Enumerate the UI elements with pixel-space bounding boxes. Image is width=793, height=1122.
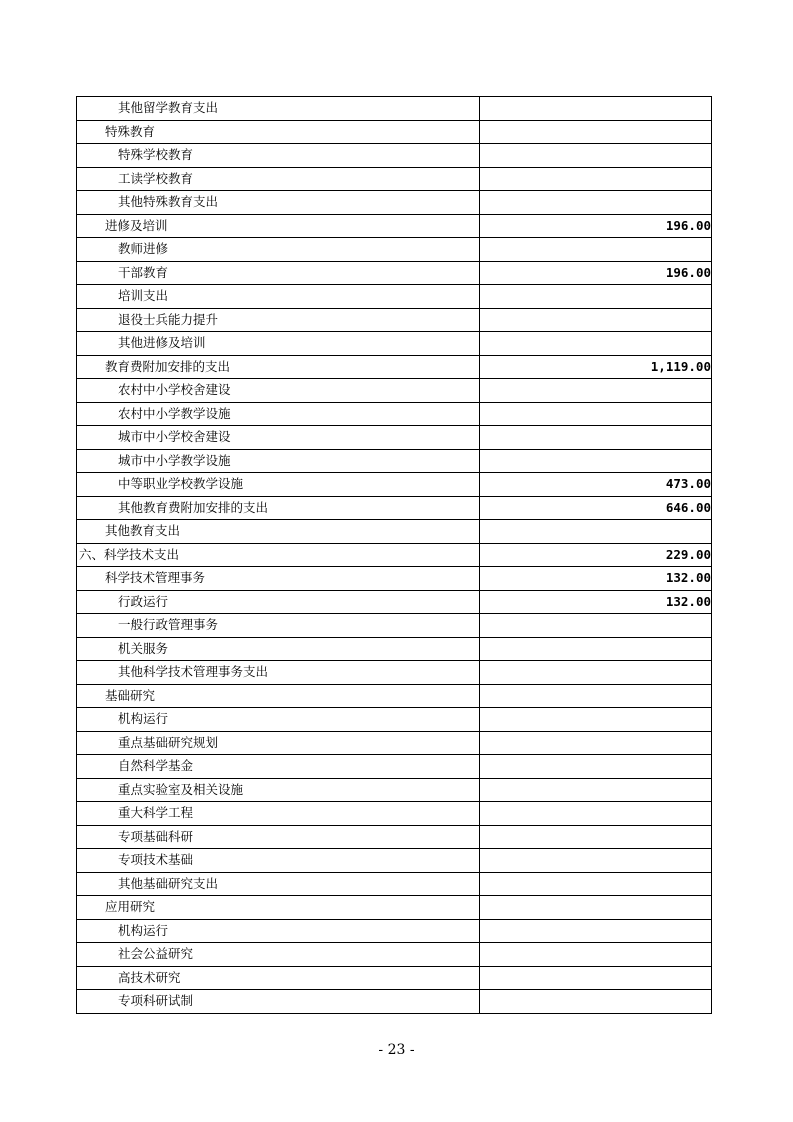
table-row xyxy=(77,308,712,332)
table-row xyxy=(77,238,712,262)
table-row xyxy=(77,379,712,403)
expense-item-amount xyxy=(480,943,712,967)
table-row xyxy=(77,614,712,638)
table-row xyxy=(77,919,712,943)
table-row xyxy=(77,144,712,168)
table-row xyxy=(77,355,712,379)
expense-item-amount: 196.00 xyxy=(480,214,712,238)
table-row xyxy=(77,567,712,591)
expense-item-amount xyxy=(480,285,712,309)
table-row xyxy=(77,402,712,426)
expense-item-amount xyxy=(480,144,712,168)
expense-item-amount xyxy=(480,97,712,121)
expense-item-amount xyxy=(480,449,712,473)
table-row xyxy=(77,661,712,685)
expense-item-amount xyxy=(480,379,712,403)
expense-item-name: 培训支出 xyxy=(77,285,480,309)
expense-item-name: 应用研究 xyxy=(77,896,480,920)
expense-item-name: 机关服务 xyxy=(77,637,480,661)
expense-item-amount xyxy=(480,778,712,802)
table-row xyxy=(77,426,712,450)
expense-item-name: 教师进修 xyxy=(77,238,480,262)
table-row xyxy=(77,543,712,567)
table-row xyxy=(77,872,712,896)
table-row xyxy=(77,990,712,1014)
expense-item-name: 教育费附加安排的支出 xyxy=(77,355,480,379)
expense-item-name: 城市中小学教学设施 xyxy=(77,449,480,473)
expense-item-amount xyxy=(480,872,712,896)
table-row xyxy=(77,802,712,826)
expense-item-amount: 132.00 xyxy=(480,567,712,591)
expense-item-amount xyxy=(480,637,712,661)
expense-item-name: 一般行政管理事务 xyxy=(77,614,480,638)
expense-item-name: 其他基础研究支出 xyxy=(77,872,480,896)
table-row xyxy=(77,943,712,967)
expense-item-name: 专项基础科研 xyxy=(77,825,480,849)
expense-item-name: 社会公益研究 xyxy=(77,943,480,967)
table-row xyxy=(77,285,712,309)
table-row xyxy=(77,708,712,732)
expense-item-name: 基础研究 xyxy=(77,684,480,708)
expense-item-name: 城市中小学校舍建设 xyxy=(77,426,480,450)
expense-item-amount: 229.00 xyxy=(480,543,712,567)
expense-item-name: 高技术研究 xyxy=(77,966,480,990)
table-row xyxy=(77,473,712,497)
expense-item-amount: 1,119.00 xyxy=(480,355,712,379)
expense-item-amount xyxy=(480,332,712,356)
expense-item-name: 进修及培训 xyxy=(77,214,480,238)
expense-item-name: 工读学校教育 xyxy=(77,167,480,191)
expense-item-name: 机构运行 xyxy=(77,919,480,943)
expense-item-name: 其他特殊教育支出 xyxy=(77,191,480,215)
expense-item-amount xyxy=(480,825,712,849)
expense-item-amount xyxy=(480,990,712,1014)
expense-item-amount xyxy=(480,191,712,215)
expense-item-name: 自然科学基金 xyxy=(77,755,480,779)
expense-item-amount xyxy=(480,919,712,943)
expense-item-amount xyxy=(480,308,712,332)
expense-item-amount: 646.00 xyxy=(480,496,712,520)
expense-item-name: 退役士兵能力提升 xyxy=(77,308,480,332)
expense-item-amount xyxy=(480,661,712,685)
table-row xyxy=(77,590,712,614)
expense-item-amount xyxy=(480,966,712,990)
table-row xyxy=(77,778,712,802)
expense-item-name: 其他科学技术管理事务支出 xyxy=(77,661,480,685)
expense-item-name: 中等职业学校教学设施 xyxy=(77,473,480,497)
table-row xyxy=(77,214,712,238)
expense-item-amount xyxy=(480,238,712,262)
page-number: - 23 - xyxy=(378,1042,415,1058)
table-row xyxy=(77,97,712,121)
expense-item-name: 专项技术基础 xyxy=(77,849,480,873)
expense-item-amount: 473.00 xyxy=(480,473,712,497)
table-row xyxy=(77,896,712,920)
expense-item-amount xyxy=(480,731,712,755)
table-row xyxy=(77,755,712,779)
expense-item-name: 六、科学技术支出 xyxy=(77,543,480,567)
expense-item-name: 机构运行 xyxy=(77,708,480,732)
expense-item-amount: 196.00 xyxy=(480,261,712,285)
expense-item-name: 其他进修及培训 xyxy=(77,332,480,356)
expense-item-name: 科学技术管理事务 xyxy=(77,567,480,591)
expense-item-name: 重大科学工程 xyxy=(77,802,480,826)
expense-item-amount xyxy=(480,614,712,638)
expense-item-amount: 132.00 xyxy=(480,590,712,614)
budget-table-body xyxy=(77,97,712,1014)
table-row xyxy=(77,637,712,661)
table-row xyxy=(77,449,712,473)
expense-item-amount xyxy=(480,402,712,426)
expense-item-name: 特殊教育 xyxy=(77,120,480,144)
expense-item-amount xyxy=(480,896,712,920)
expense-item-amount xyxy=(480,520,712,544)
expense-item-amount xyxy=(480,426,712,450)
expense-item-name: 重点实验室及相关设施 xyxy=(77,778,480,802)
expense-item-amount xyxy=(480,755,712,779)
expense-item-name: 农村中小学校舍建设 xyxy=(77,379,480,403)
table-row xyxy=(77,825,712,849)
expense-item-amount xyxy=(480,802,712,826)
expense-item-name: 干部教育 xyxy=(77,261,480,285)
table-row xyxy=(77,496,712,520)
expense-item-amount xyxy=(480,684,712,708)
table-row xyxy=(77,966,712,990)
table-row xyxy=(77,191,712,215)
table-row xyxy=(77,167,712,191)
expense-item-amount xyxy=(480,120,712,144)
expense-item-name: 特殊学校教育 xyxy=(77,144,480,168)
expense-item-amount xyxy=(480,167,712,191)
table-row xyxy=(77,731,712,755)
table-row xyxy=(77,261,712,285)
expense-item-name: 其他教育支出 xyxy=(77,520,480,544)
expense-item-amount xyxy=(480,708,712,732)
table-row xyxy=(77,120,712,144)
expense-item-amount xyxy=(480,849,712,873)
expense-item-name: 行政运行 xyxy=(77,590,480,614)
table-row xyxy=(77,684,712,708)
expense-item-name: 农村中小学教学设施 xyxy=(77,402,480,426)
expense-item-name: 专项科研试制 xyxy=(77,990,480,1014)
expense-item-name: 重点基础研究规划 xyxy=(77,731,480,755)
table-row xyxy=(77,332,712,356)
budget-table xyxy=(76,96,712,1014)
expense-item-name: 其他留学教育支出 xyxy=(77,97,480,121)
table-row xyxy=(77,849,712,873)
expense-item-name: 其他教育费附加安排的支出 xyxy=(77,496,480,520)
table-row xyxy=(77,520,712,544)
